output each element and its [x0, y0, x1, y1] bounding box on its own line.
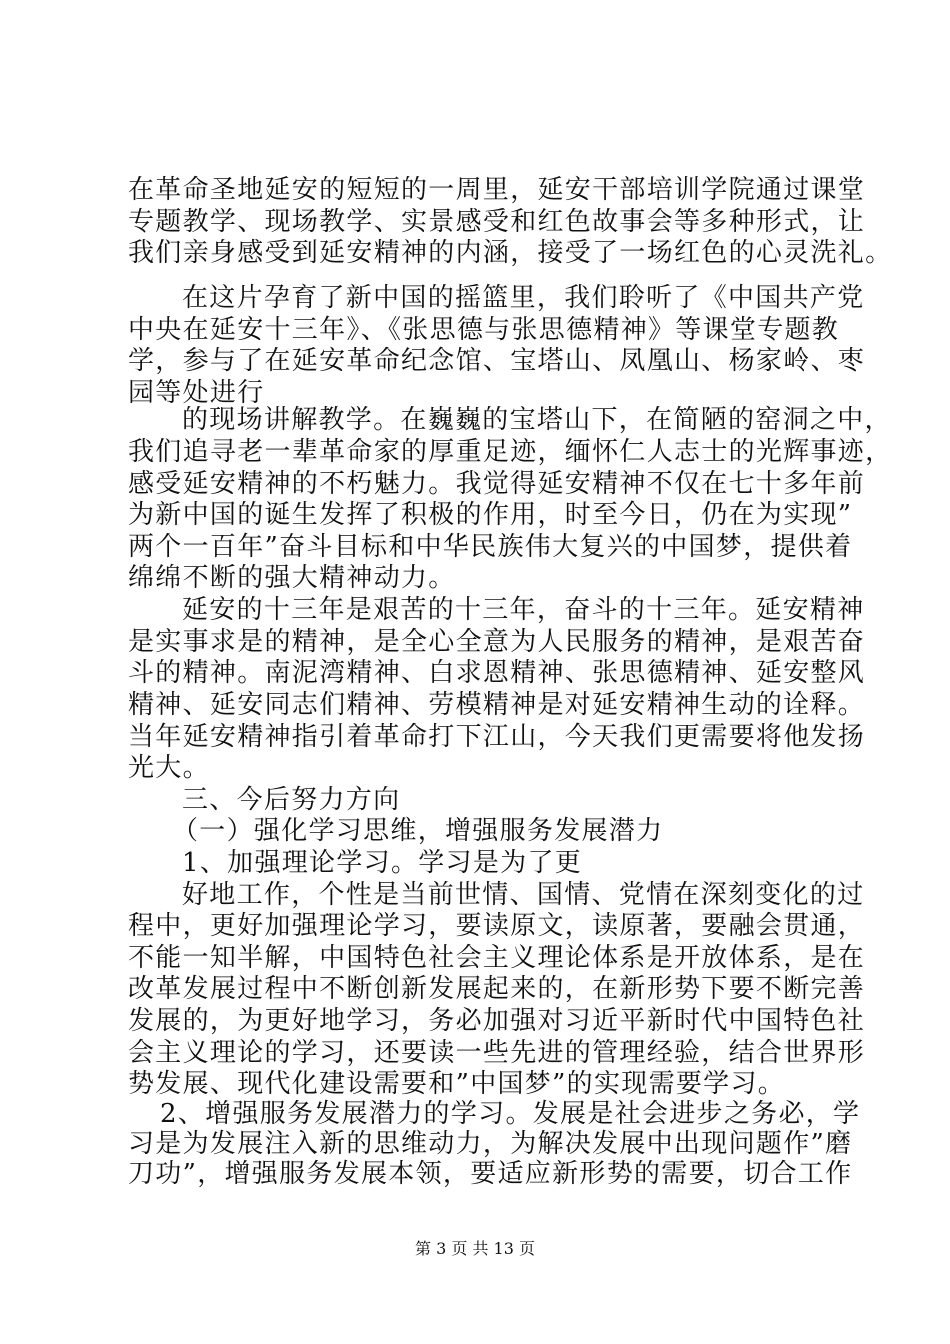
- text-line: 好地工作，个性是当前世情、国情、党情在深刻变化的过: [182, 879, 865, 910]
- text-line: 我们亲身感受到延安精神的内涵，接受了一场红色的心灵洗礼。: [128, 238, 893, 269]
- text-line: 当年延安精神指引着革命打下江山，今天我们更需要将他发扬: [128, 721, 866, 752]
- text-line: 园等处进行: [128, 378, 265, 408]
- text-line: 绵绵不断的强大精神动力。: [128, 563, 456, 594]
- text-line: 精神、延安同志们精神、劳模精神是对延安精神生动的诠释。: [128, 689, 866, 720]
- text-line: 光大。: [128, 753, 210, 784]
- text-line: 中央在延安十三年》、《张思德与张思德精神》等课堂专题教: [128, 314, 840, 345]
- text-line: 的现场讲解教学。在巍巍的宝塔山下，在简陋的窑洞之中，: [182, 405, 892, 436]
- text-line: 我们追寻老一辈革命家的厚重足迹，缅怀仁人志士的光辉事迹，: [128, 437, 893, 467]
- text-line: 1、加强理论学习。学习是为了更: [182, 847, 583, 878]
- text-line: 程中，更好加强理论学习，要读原文，读原著，要融会贯通，: [128, 911, 866, 942]
- text-line: 改革发展过程中不断创新发展起来的，在新形势下要不断完善: [128, 974, 866, 1005]
- text-line: 势发展、现代化建设需要和”中国梦”的实现需要学习。: [128, 1069, 786, 1100]
- text-line: 为新中国的诞生发挥了积极的作用，时至今日，仍在为实现”: [128, 500, 853, 531]
- text-line: 两个一百年”奋斗目标和中华民族伟大复兴的中国梦，提供着: [128, 531, 853, 562]
- text-line: 2、增强服务发展潜力的学习。发展是社会进步之务必，学: [160, 1099, 861, 1130]
- text-line: 斗的精神。南泥湾精神、白求恩精神、张思德精神、延安整风: [128, 658, 866, 689]
- text-line: 在革命圣地延安的短短的一周里，延安干部培训学院通过课堂: [128, 175, 866, 205]
- text-line: 习是为发展注入新的思维动力，为解决发展中出现问题作”磨: [128, 1129, 853, 1160]
- page-footer: [0, 1236, 950, 1259]
- text-line: 专题教学、现场教学、实景感受和红色故事会等多种形式，让: [128, 206, 866, 237]
- text-line: 在这片孕育了新中国的摇篮里，我们聆听了《中国共产党: [182, 283, 865, 314]
- text-line: 延安的十三年是艰苦的十三年，奋斗的十三年。延安精神: [182, 595, 865, 626]
- text-line: 是实事求是的精神，是全心全意为人民服务的精神，是艰苦奋: [128, 626, 866, 657]
- text-line: 刀功”，增强服务发展本领，要适应新形势的需要，切合工作: [128, 1159, 853, 1189]
- text-line: 发展的，为更好地学习，务必加强对习近平新时代中国特色社: [128, 1006, 866, 1036]
- page-number-label: 第 3 页 共 13 页: [415, 1239, 535, 1258]
- text-line: 不能一知半解，中国特色社会主义理论体系是开放体系，是在: [128, 942, 866, 973]
- subsection-heading: （一）强化学习思维，增强服务发展潜力: [172, 816, 664, 847]
- section-heading: 三、今后努力方向: [182, 784, 401, 815]
- text-line: 学，参与了在延安革命纪念馆、宝塔山、凤凰山、杨家岭、枣: [128, 346, 866, 377]
- text-line: 会主义理论的学习，还要读一些先进的管理经验，结合世界形: [128, 1037, 866, 1068]
- text-line: 感受延安精神的不朽魅力。我觉得延安精神不仅在七十多年前: [128, 468, 866, 499]
